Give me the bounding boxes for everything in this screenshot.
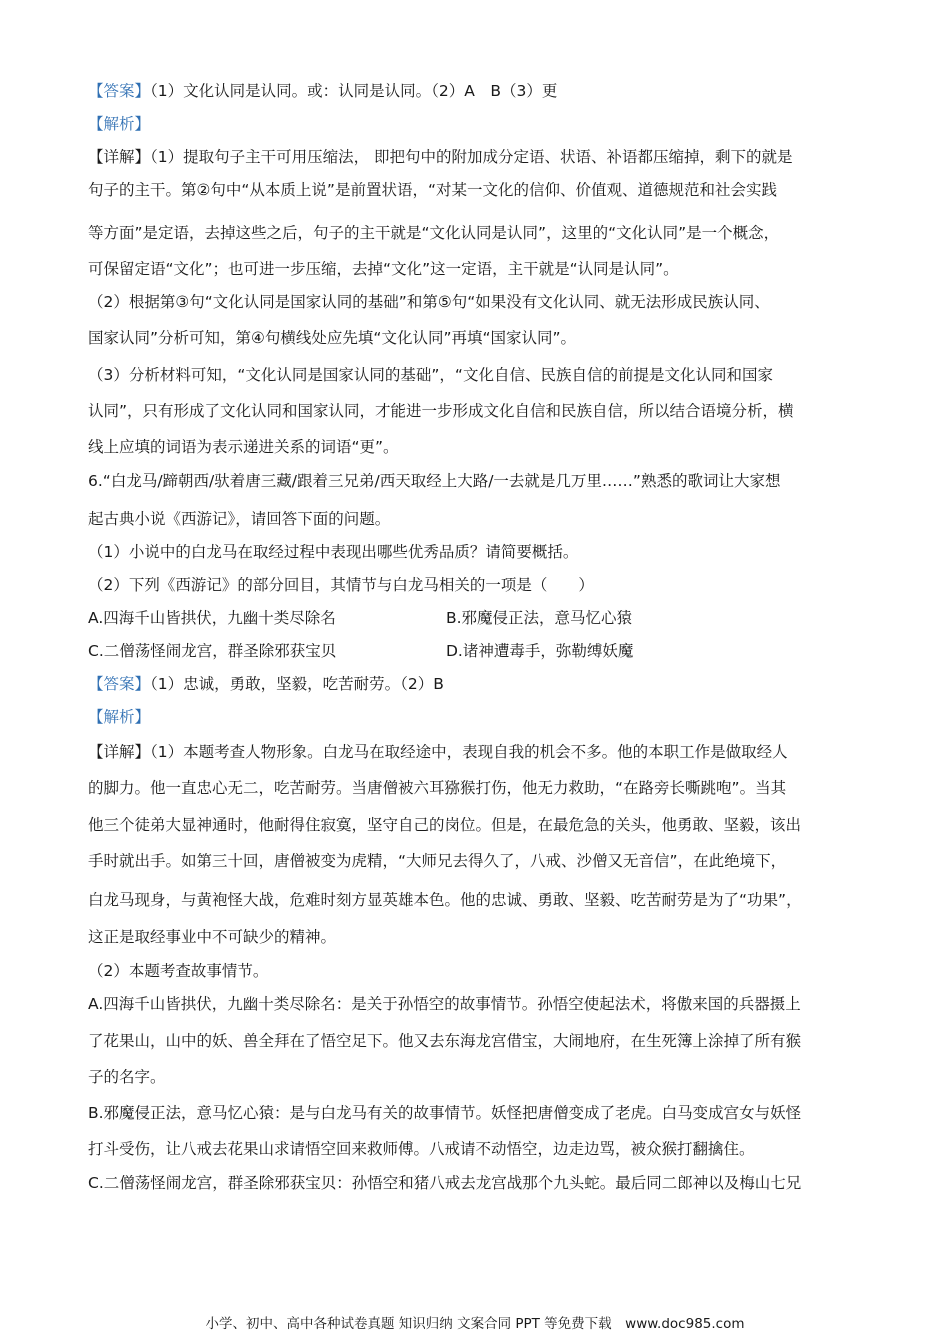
detail-text: （2）本题考查故事情节。: [88, 962, 269, 980]
option-d: D.诸神遭毒手，弥勒缚妖魔: [446, 642, 634, 660]
detail-text: A.四海千山皆拱伏，九幽十类尽除名：是关于孙悟空的故事情节。孙悟空使起法术，将傲来国的兵器摄上: [88, 995, 801, 1013]
detail-text: 线上应填的词语为表示递进关系的词语“更”。: [88, 438, 399, 456]
detail-text: 白龙马现身，与黄袍怪大战，危难时刻方显英雄本色。他的忠诚、勇敢、坚毅、吃苦耐劳是为了“功果”，: [88, 891, 802, 909]
detail-text: 句子的主干。第②句中“从本质上说”是前置状语，“对某一文化的信仰、价值观、道德规范和社会实践: [88, 181, 777, 199]
detail-text: 可保留定语“文化”；也可进一步压缩，去掉“文化”这一定语，主干就是“认同是认同”。: [88, 260, 679, 278]
detail-text: 等方面”是定语，去掉这些之后，句子的主干就是“文化认同是认同”，这里的“文化认同”是一个概念，: [88, 224, 780, 242]
q6-answer-line: [88, 673, 444, 695]
detail-text: 国家认同”分析可知，第④句横线处应先填“文化认同”再填“国家认同”。: [88, 329, 577, 347]
q6-stem: 6.“白龙马/蹄朝西/驮着唐三藏/跟着三兄弟/西天取经上大路/一去就是几万里……”熟悉的歌词让大家想: [88, 472, 781, 490]
detail-text: 手时就出手。如第三十回，唐僧被变为虎精，“大师兄去得久了，八戒、沙僧又无音信”，在此绝境下，: [88, 852, 787, 870]
analysis-tag: 【解析】: [88, 115, 151, 133]
detail-tag: 【详解】: [88, 148, 151, 166]
detail-text: （1）提取句子主干可用压缩法， 即把句中的附加成分定语、状语、补语都压缩掉，剩下的就是: [150, 148, 793, 166]
detail-text: （1）本题考查人物形象。白龙马在取经途中，表现自我的机会不多。他的本职工作是做取经人: [150, 743, 788, 761]
detail-text: C.二僧荡怪闹龙宫，群圣除邪获宝贝：孙悟空和猪八戒去龙宫战那个九头蛇。最后同二郎神以及梅山七兄: [88, 1174, 802, 1192]
q6-stem: 起古典小说《西游记》，请回答下面的问题。: [88, 510, 391, 528]
analysis-tag: 【解析】: [88, 708, 151, 726]
detail-text: （3）分析材料可知，“文化认同是国家认同的基础”，“文化自信、民族自信的前提是文化认同和国家: [88, 366, 773, 384]
detail-text: B.邪魔侵正法，意马忆心猿：是与白龙马有关的故事情节。妖怪把唐僧变成了老虎。白马变成宫女与妖怪: [88, 1104, 802, 1122]
option-b: B.邪魔侵正法，意马忆心猿: [446, 609, 633, 627]
detail-text: 认同”，只有形成了文化认同和国家认同，才能进一步形成文化自信和民族自信，所以结合语境分析，横: [88, 402, 794, 420]
detail-text: （2）根据第③句“文化认同是国家认同的基础”和第⑤句“如果没有文化认同、就无法形成民族认同、: [88, 293, 770, 311]
answer-tag: 【答案】: [88, 82, 151, 100]
detail-text: 子的名字。: [88, 1068, 166, 1086]
q5-analysis-line: [88, 113, 150, 135]
option-a: A.四海千山皆拱伏，九幽十类尽除名: [88, 609, 336, 627]
q6-sub1: （1）小说中的白龙马在取经过程中表现出哪些优秀品质？请简要概括。: [88, 543, 579, 561]
q5-detail-line: [88, 146, 793, 168]
detail-text: 打斗受伤，让八戒去花果山求请悟空回来救师傅。八戒请不动悟空，边走边骂，被众猴打翻擒住。: [88, 1140, 755, 1158]
detail-text: 的脚力。他一直忠心无二，吃苦耐劳。当唐僧被六耳猕猴打伤，他无力救助，“在路旁长嘶跳咆”。当其: [88, 779, 787, 797]
answer-tag: 【答案】: [88, 675, 151, 693]
answer-text: （1）忠诚，勇敢，坚毅，吃苦耐劳。（2）B: [150, 675, 444, 693]
q6-analysis-line: [88, 706, 150, 728]
q5-answer-line: [88, 80, 557, 102]
detail-text: 他三个徒弟大显神通时，他耐得住寂寞，坚守自己的岗位。但是，在最危急的关头，他勇敢、坚毅，该出: [88, 816, 802, 834]
option-c: C.二僧荡怪闹龙宫，群圣除邪获宝贝: [88, 642, 337, 660]
q6-sub2: （2）下列《西游记》的部分回目，其情节与白龙马相关的一项是（ ）: [88, 576, 594, 594]
q6-detail-line: [88, 741, 788, 763]
detail-text: 了花果山，山中的妖、兽全拜在了悟空足下。他又去东海龙宫借宝，大闹地府，在生死簿上涂掉了所有猴: [88, 1032, 802, 1050]
detail-tag: 【详解】: [88, 743, 151, 761]
answer-text: （1）文化认同是认同。或：认同是认同。（2）A B（3）更: [150, 82, 558, 100]
footer-watermark: 小学、初中、高中各种试卷真题 知识归纳 文案合同 PPT 等免费下载 www.doc985.com: [205, 1316, 745, 1332]
detail-text: 这正是取经事业中不可缺少的精神。: [88, 928, 337, 946]
